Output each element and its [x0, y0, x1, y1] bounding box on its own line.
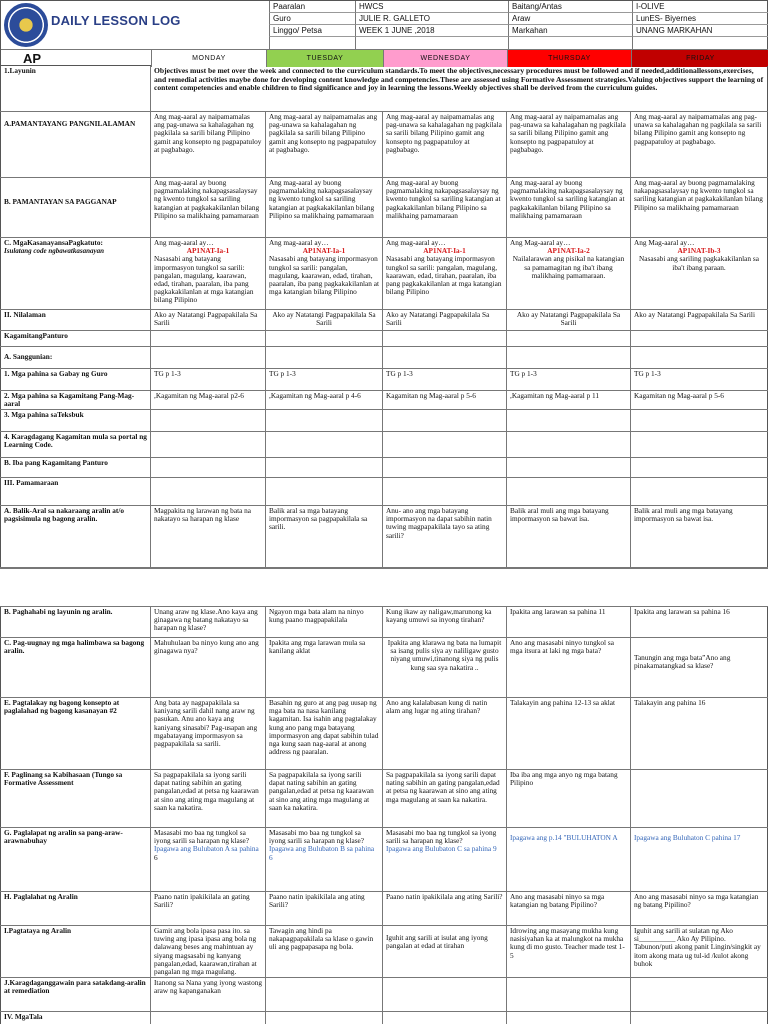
table-cell: Iguhit ang sarili at isulat ang iyong pangalan at edad at tirahan — [382, 926, 506, 977]
meta-value: WEEK 1 JUNE ,2018 — [355, 25, 508, 37]
table-cell: Paano natin ipakikilala ang ating Sarili? — [382, 892, 506, 925]
table-cell — [382, 478, 506, 505]
table-cell: TG p 1-3 — [382, 369, 506, 390]
meta-value: HWCS — [355, 1, 508, 13]
table-cell — [630, 978, 768, 1011]
cell-body: Nasasabi ang batayang impormasyon tungkol sa sarili: pangalan, magulang, kaarawan, edad, tirahan, paaralan, iba pang pagkakakilanlan at mga katangian bilang Pilipino — [386, 254, 502, 297]
table-cell — [150, 432, 265, 457]
row-balik-aral — [0, 506, 768, 568]
table-cell: Kung ikaw ay naligaw,marunong ka kayang umuwi sa inyong tirahan? — [382, 607, 506, 637]
table-cell — [506, 347, 630, 368]
table-cell: Mahuhulaan ba ninyo kung ano ang ginagawa nya? — [150, 638, 265, 697]
row-paglalahat — [0, 892, 768, 926]
cell-text: Masasabi mo baa ng tungkol sa iyong sarili sa harapan ng klase? — [269, 828, 365, 846]
table-cell: ,Kagamitan ng Mag-aaral p2-6 — [150, 391, 265, 409]
table-cell: Gamit ang bola ipasa pasa ito. sa tuwing ang ipasa ipasa ang bola ng dalawang beses ang mahintuan ay siyang magsasabi ng kanyang pangalan,edad, kaarawan,tirahan at pangalan ng mga magulang. — [150, 926, 265, 977]
row-label: B. PAMANTAYAN SA PAGGANAP — [0, 178, 150, 237]
meta-value — [355, 37, 508, 49]
row-pamamaraan — [0, 478, 768, 506]
row-pamantayang-pangnilalaman — [0, 112, 768, 178]
table-cell: Unang araw ng klase.Ano kaya ang ginagawa ng batang nakatayo sa harapan ng klase? — [150, 607, 265, 637]
table-cell: Sa pagpapakilala sa iyong sarili dapat nating sabihin an gating pangalan,edad at petsa ng kaarawan at sino ang ating mga magulang at saan ka nakatira. — [382, 770, 506, 827]
row-gabay-ng-guro — [0, 369, 768, 391]
table-cell — [630, 410, 768, 431]
table-cell: Magpakita ng larawan ng bata na nakatayo sa harapan ng klase — [150, 506, 265, 567]
table-cell — [150, 1012, 265, 1024]
row-label: 2. Mga pahina sa Kagamitang Pang-Mag-aaral — [0, 391, 150, 409]
table-cell — [265, 432, 382, 457]
cell-intro: Ang mag-aaral ay… — [154, 238, 214, 247]
table-cell: Ano ang masasabi ninyo tungkol sa mga itsura at laki ng mga bata? — [506, 638, 630, 697]
page-break — [0, 568, 768, 606]
table-cell: Ang mag-aaral ay naipamamalas ang pag-unawa sa kahalagahan ng pagkilala sa sarili bilang Pilipino gamit ang konsepto ng pagpapatuloy at pagbabago. — [382, 112, 506, 177]
meta-label: Markahan — [508, 25, 632, 37]
table-cell — [506, 458, 630, 477]
lesson-log-header — [0, 0, 768, 66]
day-header-monday: MONDAY — [151, 49, 266, 67]
cell-body: Nasasabi ang batayang impormasyon tungkol sa sarili: pangalan, magulang, kaarawan, edad, tirahan, paaralan, iba pang pagkakakilanlan at mga katangian bilang Pilipino — [154, 254, 254, 305]
row-label: C. Pag-uugnay ng mga halimbawa sa bagong aralin. — [0, 638, 150, 697]
row-label: B. Paghahabi ng layunin ng aralin. — [0, 607, 150, 637]
row-sublabel: Isulatang code ngbawatkasanayan — [4, 247, 104, 256]
objectives-text: Objectives must be met over the week and connected to the curriculum standards.To meet the objectives,necessary procedures must be followed and if needed,additionallessons,exercises, and remedial activities maybe done for developing content knowledge and competencies.These are assessed using Formative Assessment strategies.Valuing objectives support the learning of content competencies and enable children to find significance and joy in learning the lessons.Weekly objectives shall be derived from the curriculum guides. — [150, 66, 768, 111]
day-header-thursday: THURSDAY — [507, 49, 631, 67]
logo-area — [1, 1, 269, 49]
meta-label: Baitang/Antas — [508, 1, 632, 13]
table-cell — [382, 1012, 506, 1024]
table-cell — [150, 331, 265, 346]
row-label: A. Balik-Aral sa nakaraang aralin at/o pagsisimula ng bagong aralin. — [0, 506, 150, 567]
table-cell: Ako ay Natatangi Pagpapakilala Sa Sarili — [630, 310, 768, 330]
table-cell — [150, 478, 265, 505]
table-cell — [382, 410, 506, 431]
meta-column-1 — [269, 1, 355, 49]
table-cell — [630, 238, 768, 309]
table-cell: TG p 1-3 — [265, 369, 382, 390]
row-label-group — [0, 238, 150, 309]
row-pagtataya — [0, 926, 768, 978]
cell-intro: Ang mag-aaral ay… — [386, 238, 446, 247]
row-layunin — [0, 66, 768, 112]
table-cell — [382, 828, 506, 891]
table-cell: Ang mag-aaral ay buong pagmamalaking nakapagsasalaysay ng kwento tungkol sa sariling katangian at pagkakakilanlan bilang Pilipino sa malikhaing pamamaraan — [150, 178, 265, 237]
row-paghahabi — [0, 606, 768, 638]
cell-body: Nasasabi ang batayang impormasyon tungkol sa sarili: pangalan, magulang, kaarawan, edad, tirahan, paaralan, iba pang pagkakakilanlan at mga katangian bilang Pilipino — [269, 254, 380, 297]
table-cell — [150, 458, 265, 477]
table-cell — [382, 331, 506, 346]
table-cell: Tawagin ang hindi pa nakapagpapakilala sa klase o gawin uli ang pagpapasapa ng bola. — [265, 926, 382, 977]
table-cell: Talakayin ang pahina 16 — [630, 698, 768, 769]
row-iba-pang-kagamitan — [0, 458, 768, 478]
meta-column-2 — [355, 1, 508, 49]
row-label: A.PAMANTAYANG PANGNILALAMAN — [0, 112, 150, 177]
table-cell: Ang mag-aaral ay buong pagmamalaking nakapagsasalaysay ng kwento tungkol sa sariling katangian at pagkakakilanlan bilang Pilipino sa malikhaing pamamaraan — [382, 178, 506, 237]
table-cell: Talakayin ang pahina 12-13 sa aklat — [506, 698, 630, 769]
table-cell — [150, 828, 265, 891]
meta-label: Araw — [508, 13, 632, 25]
table-cell — [506, 478, 630, 505]
table-cell: Ako ay Natatangi Pagpapakilala Sa Sarili — [382, 310, 506, 330]
row-paglalapat — [0, 828, 768, 892]
brand-title: DAILY LESSON LOG — [51, 13, 181, 28]
table-cell: Ang mag-aaral ay naipamamalas ang pag-unawa sa kahalagahan ng pagkilala sa sarili bilang Pilipino gamit ang konsepto ng pagpapatuloy at pagbabago. — [506, 112, 630, 177]
row-pag-uugnay — [0, 638, 768, 698]
cell-body: Nailalarawan ang pisikal na katangian sa pamamagitan ng iba't ibang malikhaing pamamaraan. — [512, 254, 625, 280]
table-cell — [630, 432, 768, 457]
table-cell — [382, 978, 506, 1011]
row-label: 1. Mga pahina sa Gabay ng Guro — [0, 369, 150, 390]
table-cell: Ano ang masasabi ninyo sa mga katangian ng batang Pipilino? — [506, 892, 630, 925]
competency-code: AP1NAT-Ia-1 — [186, 246, 230, 256]
activity-link-text: Ipagawa ang Bulubaton A sa pahina — [154, 844, 259, 854]
table-cell — [265, 410, 382, 431]
table-cell: ,Kagamitan ng Mag-aaral p 4-6 — [265, 391, 382, 409]
table-cell — [506, 1012, 630, 1024]
table-cell — [630, 478, 768, 505]
table-cell — [382, 238, 506, 309]
table-cell: Ang mag-aaral ay naipamamalas ang pag-unawa sa kahalagahan ng pagkilala sa sarili bilang Pilipino gamit ang konsepto ng pagpapatuloy at pagbabago. — [265, 112, 382, 177]
meta-label: Paaralan — [269, 1, 355, 13]
row-label: A. Sanggunian: — [0, 347, 150, 368]
cell-intro: Ang mag-aaral ay… — [269, 238, 329, 247]
row-pamantayan-sa-pagganap — [0, 178, 768, 238]
table-cell — [265, 458, 382, 477]
table-cell: Ipakita ang larawan sa pahina 16 — [630, 607, 768, 637]
day-header-friday: FRIDAY — [631, 49, 768, 67]
table-cell: Balik aral muli ang mga batayang impormasyon sa bawat isa. — [630, 506, 768, 567]
table-cell: Ako ay Natatangi Pagpapakilala Sa Sarili — [150, 310, 265, 330]
meta-column-4 — [632, 1, 768, 49]
table-cell — [382, 458, 506, 477]
table-cell — [382, 432, 506, 457]
table-cell: Tanungin ang mga bata”Ano ang pinakamatangkad sa klase? — [630, 638, 768, 697]
table-cell — [630, 1012, 768, 1024]
cell-body: Nasasabi ang sariling pagkakakilanlan sa iba't ibang paraan. — [639, 254, 759, 272]
table-cell: Ako ay Natatangi Pagpapakilala Sa Sarili — [265, 310, 382, 330]
row-paglinang — [0, 770, 768, 828]
table-cell — [630, 828, 768, 891]
table-cell: Balik aral sa mga batayang impormasyon sa pagpapakilala sa sarili. — [265, 506, 382, 567]
table-cell: TG p 1-3 — [630, 369, 768, 390]
row-mga-tala — [0, 1012, 768, 1024]
table-cell — [506, 410, 630, 431]
table-cell — [150, 410, 265, 431]
table-cell — [506, 978, 630, 1011]
meta-value — [632, 37, 768, 49]
row-label: I.Pagtataya ng Aralin — [0, 926, 150, 977]
row-kagamitang-pang-mag-aaral — [0, 391, 768, 410]
row-label: G. Paglalapat ng aralin sa pang-araw-arawnabuhay — [0, 828, 150, 891]
row-label: KagamitangPanturo — [0, 331, 150, 346]
day-header-tuesday: TUESDAY — [266, 49, 383, 67]
table-cell: Balik aral muli ang mga batayang impormasyon sa bawat isa. — [506, 506, 630, 567]
cell-tail: 6 — [154, 852, 158, 862]
cell-intro: Ang Mag-aaral ay… — [634, 238, 695, 247]
table-cell — [265, 828, 382, 891]
meta-label — [269, 37, 355, 49]
table-cell — [265, 478, 382, 505]
table-cell — [630, 347, 768, 368]
table-cell — [382, 347, 506, 368]
row-nilalaman — [0, 310, 768, 331]
row-kagamitang-panturo — [0, 331, 768, 347]
table-cell — [150, 238, 265, 309]
table-cell — [265, 347, 382, 368]
meta-value: JULIE R. GALLETO — [355, 13, 508, 25]
table-cell — [150, 347, 265, 368]
table-cell — [630, 458, 768, 477]
table-cell: Ang mag-aaral ay buong pagmamalaking nakapagsasalaysay ng kwento tungkol sa sariling katangian at pagkakakilanlan bilang Pilipino sa malikhaing pamamaraan — [506, 178, 630, 237]
table-cell: Sa pagpapakilala sa iyong sarili dapat nating sabihin an gating pangalan,edad at petsa ng kaarawan at sino ang ating mga magulang at saan ka nakatira. — [150, 770, 265, 827]
table-cell: TG p 1-3 — [506, 369, 630, 390]
competency-code: AP1NAT-Ia-2 — [547, 246, 590, 256]
table-cell: Ang mag-aaral ay buong pagmamalaking nakapagsasalaysay ng kwento tungkol sa sariling katangian at pagkakakilanlan bilang Pilipino sa malikhaing pamamaraan — [265, 178, 382, 237]
row-label: II. Nilalaman — [0, 310, 150, 330]
table-cell — [506, 828, 630, 891]
table-cell: Basahin ng guro at ang pag uusap ng mga bata na nasa kanilang kagamitan. Isa isahin ang pagtalakay kung ano pang mga batayang impormasyon ang dapat sabihin tulad nga kung saan nag-aaral at anong address ng paaralan. — [265, 698, 382, 769]
table-cell: TG p 1-3 — [150, 369, 265, 390]
subject-label: AP — [1, 49, 151, 67]
row-sanggunian — [0, 347, 768, 369]
table-cell: Ano ang kalalabasan kung di natin alam ang lugar ng ating tirahan? — [382, 698, 506, 769]
row-kasanayan-sa-pagkatuto — [0, 238, 768, 310]
competency-code: AP1NAT-Ib-3 — [677, 246, 721, 256]
table-cell: Anu- ano ang mga batayang impormasyon na dapat sabihin natin tuwing magpapakilala tayo sa ating sarili? — [382, 506, 506, 567]
table-cell — [630, 331, 768, 346]
table-cell: Paano natin ipakikilala ang ating Sarili? — [265, 892, 382, 925]
table-cell: Iguhit ang sarili at sulatan ng Ako si__________ Ako Ay Pilipino. Tabunon/puti akong panit Lingin/singkit ay itom akong mata ug tul-id /kulot akong buhok — [630, 926, 768, 977]
day-header-wednesday: WEDNESDAY — [383, 49, 507, 67]
meta-label: Guro — [269, 13, 355, 25]
row-label: E. Pagtalakay ng bagong konsepto at paglalahad ng bagong kasanayan #2 — [0, 698, 150, 769]
row-label: J.Karagdaganggawain para satakdang-aralin at remediation — [0, 978, 150, 1011]
cell-intro: Ang Mag-aaral ay… — [510, 238, 571, 247]
table-cell: ,Kagamitan ng Mag-aaral p 11 — [506, 391, 630, 409]
table-cell — [265, 238, 382, 309]
activity-link-text: Ipagawa ang Buluhaton C pahina 17 — [634, 833, 741, 842]
row-label: H. Paglalahat ng Aralin — [0, 892, 150, 925]
row-label: B. Iba pang Kagamitang Panturo — [0, 458, 150, 477]
table-cell: Ang bata ay nagpapakilala sa kaniyang sarili dahil nang araw ng pasukan. Anu ano kaya ang kaniyang sinasabi? Pag-usapan ang mgabatayang impormasyon sa pagpapakilala sa sarili. — [150, 698, 265, 769]
meta-value: UNANG MARKAHAN — [632, 25, 768, 37]
table-cell — [265, 978, 382, 1011]
meta-label: Linggo/ Petsa — [269, 25, 355, 37]
activity-link-text: Ipagawa ang Bulubaton B sa pahina 6 — [269, 844, 375, 862]
table-cell: Kagamitan ng Mag-aaral p 5-6 — [630, 391, 768, 409]
meta-label — [508, 37, 632, 49]
row-label: III. Pamamaraan — [0, 478, 150, 505]
table-cell: Itanong sa Nana yang iyong wastong araw ng kapanganakan — [150, 978, 265, 1011]
table-cell: Ako ay Natatangi Pagpapakilala Sa Sarili — [506, 310, 630, 330]
row-pagtalakay — [0, 698, 768, 770]
meta-value: LunES- Biyernes — [632, 13, 768, 25]
competency-code: AP1NAT-Ia-1 — [423, 246, 466, 256]
meta-value: I-OLIVE — [632, 1, 768, 13]
competency-code: AP1NAT-Ia-1 — [302, 246, 346, 256]
row-karagdagang-gawain — [0, 978, 768, 1012]
table-cell: Kagamitan ng Mag-aaral p 5-6 — [382, 391, 506, 409]
meta-column-3 — [508, 1, 632, 49]
table-cell: Paano natin ipakikilala an gating Sarili? — [150, 892, 265, 925]
table-cell — [630, 770, 768, 827]
row-label: F. Paglinang sa Kabihasaan (Tungo sa Formative Assessment — [0, 770, 150, 827]
table-cell: Ipakita ang klarawa ng bata na lumapit sa isang pulis siya ay naliligaw gusto niyang umuwi,tinanong siya ng pulis kung saa sya nakatira .. — [382, 638, 506, 697]
row-label: IV. MgaTala — [0, 1012, 150, 1024]
table-cell: Idrowing ang masayang mukha kung nasisiyahan ka at malungkot na mukha kung di mo gusto. Teacher made test 1-5 — [506, 926, 630, 977]
table-cell — [506, 238, 630, 309]
table-cell: Iba iba ang mga anyo ng mga batang Pilipino — [506, 770, 630, 827]
table-cell: Ang mag-aaral ay naipamamalas ang pag-unawa sa kahalagahan ng pagkilala sa sarili bilang Pilipino gamit ang konsepto ng pagpapatuloy at pagbabago. — [150, 112, 265, 177]
row-teksbuk — [0, 410, 768, 432]
table-cell: Ano ang masasabi ninyo sa mga katangian ng batang Pipilino? — [630, 892, 768, 925]
table-cell: Ipakita ang mga larawan mula sa kanilang aklat — [265, 638, 382, 697]
row-label: C. MgaKasanayansaPagkatuto: — [4, 238, 103, 247]
deped-seal-icon — [4, 3, 48, 47]
cell-text: Masasabi mo baa ng tungkol sa iyong sarili sa harapan ng klase? — [154, 828, 250, 846]
table-cell — [506, 432, 630, 457]
row-label: 1.Layunin — [0, 66, 150, 111]
row-karagdagang-kagamitan — [0, 432, 768, 458]
row-label: 3. Mga pahina saTeksbuk — [0, 410, 150, 431]
table-cell: Ipakita ang larawan sa pahina 11 — [506, 607, 630, 637]
table-cell — [265, 331, 382, 346]
activity-link-text: Ipagawa ang Bulubaton C sa pahina 9 — [386, 844, 497, 854]
row-label: 4. Karagdagang Kagamitan mula sa portal ng Learning Code. — [0, 432, 150, 457]
table-cell: Ang mag-aaral ay buong pagmamalaking nakapagsasalaysay ng kwento tungkol sa sariling katangian at pagkakakilanlan bilang Pilipino sa malikhaing pamamaraan — [630, 178, 768, 237]
cell-text: Masasabi mo baa ng tungkol sa iyong sarili sa harapan ng klase? — [386, 828, 497, 846]
activity-link-text: Ipagawa ang p.14 "BULUHATON A — [510, 833, 618, 842]
table-cell: Ngayon mga bata alam na ninyo kung paano magpapakilala — [265, 607, 382, 637]
table-cell: Sa pagpapakilala sa iyong sarili dapat nating sabihin an gating pangalan,edad at petsa ng kaarawan at sino ang ating mga magulang at saan ka nakatira. — [265, 770, 382, 827]
table-cell: Ang mag-aaral ay naipamamalas ang pag-unawa sa kahalagahan ng pagkilala sa sarili bilang Pilipino gamit ang konsepto ng pagpapatuloy at pagbabago. — [630, 112, 768, 177]
table-cell — [506, 331, 630, 346]
table-cell — [265, 1012, 382, 1024]
